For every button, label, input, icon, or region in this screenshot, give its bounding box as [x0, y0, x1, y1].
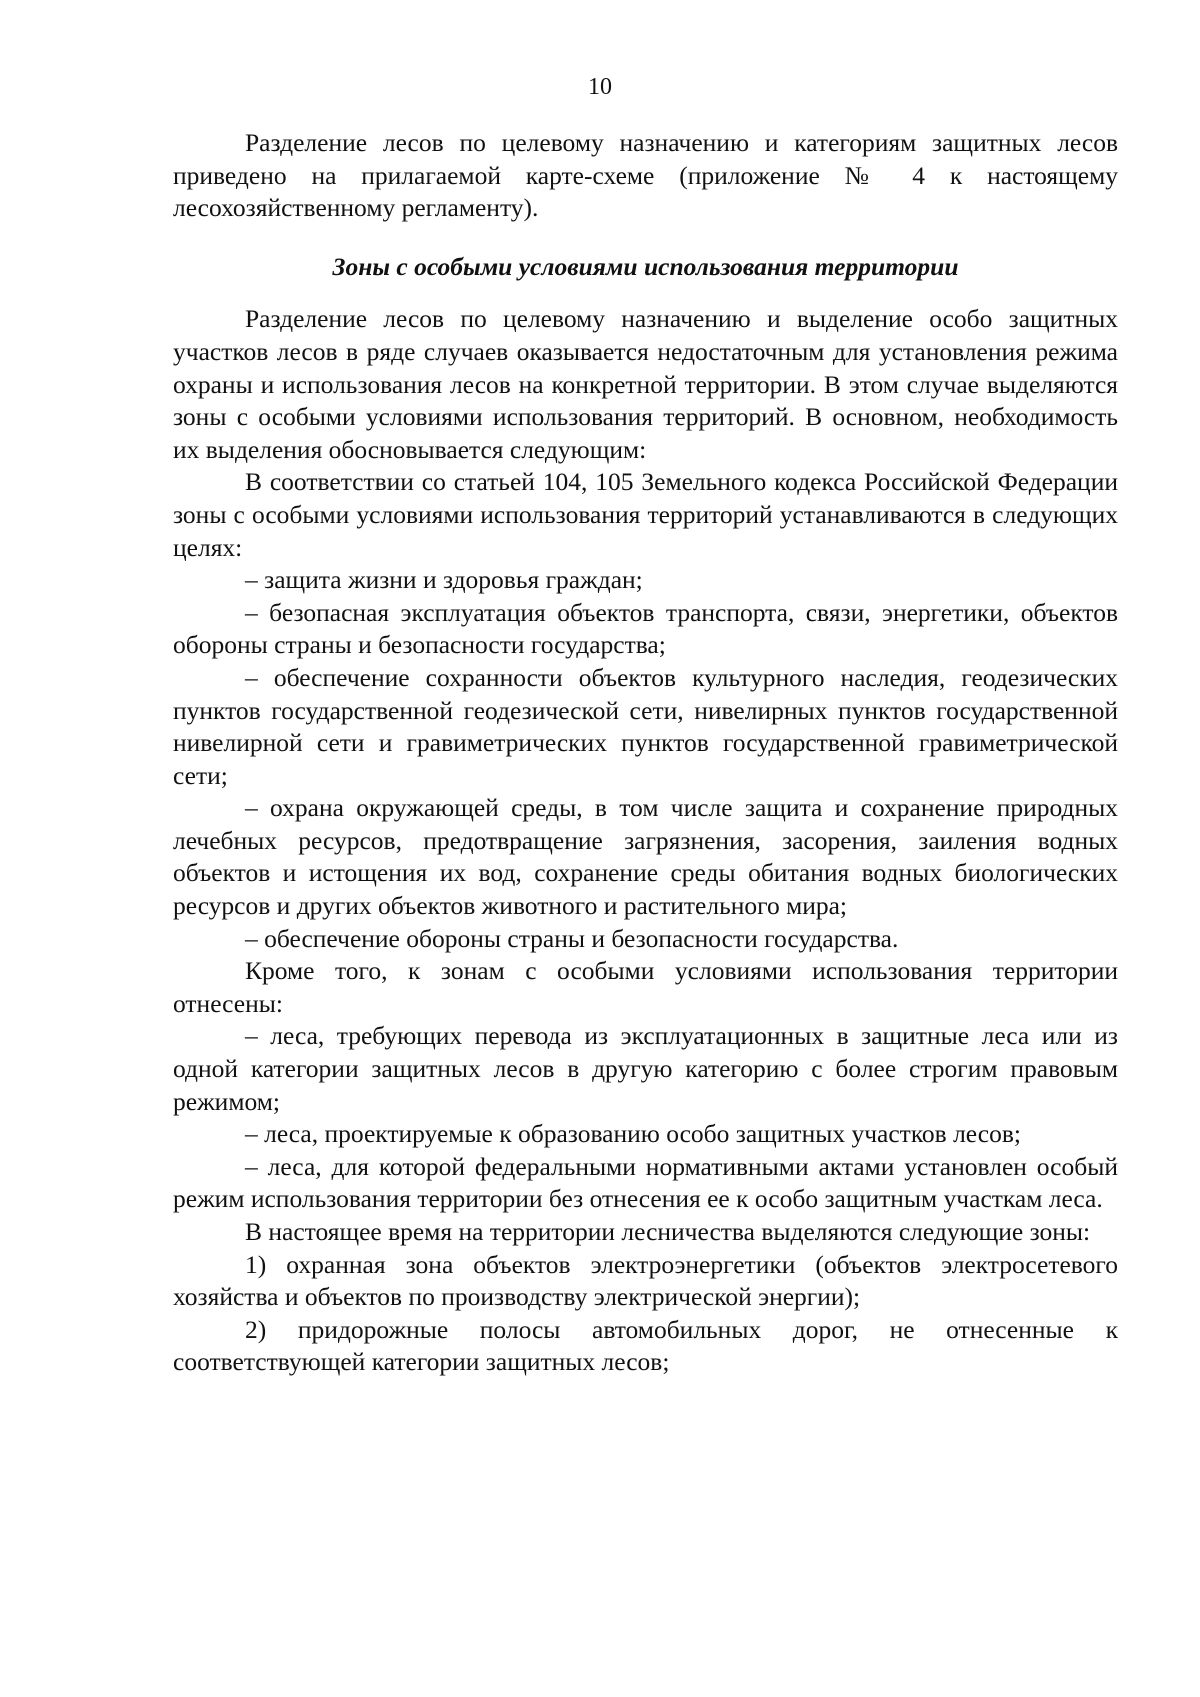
list-item-goal-life: – защита жизни и здоровья граждан;	[245, 565, 643, 595]
paragraph-rationale: Разделение лесов по целевому назначению и выделение особо защитных участков лесов в ряде случаев оказывается недостаточным для установления режима охраны и использования лесов на конкретной территории. В этом случае выделяются зоны с особыми условиями использования территорий. В основном, необходимость их выделения обосновывается следующим:	[173, 304, 1118, 464]
list-item-zone-2: 2) придорожные полосы автомобильных дорог, не отнесенные к соответствующей категории защитных лесов;	[173, 1314, 1118, 1377]
list-item-zone-special-regime: – леса, для которой федеральными нормативными актами установлен особый режим использования территории без отнесения ее к особо защитным участкам леса.	[173, 1151, 1118, 1214]
section-heading: Зоны с особыми условиями использования территории	[332, 251, 959, 281]
document-body	[173, 127, 1118, 1379]
list-item-zone-projected: – леса, проектируемые к образованию особо защитных участков лесов;	[245, 1119, 1021, 1149]
list-item-goal-environment: – охрана окружающей среды, в том числе защита и сохранение природных лечебных ресурсов, предотвращение загрязнения, засорения, заиления водных объектов и истощения их вод, сохранение среды обитания водных биологических ресурсов и других объектов животного и растительного мира;	[173, 793, 1118, 921]
list-item-goal-safe-operation: – безопасная эксплуатация объектов транспорта, связи, энергетики, объектов обороны страны и безопасности государства;	[173, 597, 1118, 660]
list-item-zone-transfer: – леса, требующих перевода из эксплуатационных в защитные леса или из одной категории защитных лесов в другую категорию с более строгим правовым режимом;	[173, 1021, 1118, 1116]
list-item-goal-defense: – обеспечение обороны страны и безопасности государства.	[245, 923, 899, 953]
paragraph-additional-zones: Кроме того, к зонам с особыми условиями использования территории отнесены:	[173, 956, 1118, 1018]
paragraph-land-code: В соответствии со статьей 104, 105 Земельного кодекса Российской Федерации зоны с особыми условиями использования территорий устанавливаются в следующих целях:	[173, 467, 1118, 562]
page-number: 10	[588, 74, 612, 100]
list-item-zone-1: 1) охранная зона объектов электроэнергетики (объектов электросетевого хозяйства и объектов по производству электрической энергии);	[173, 1249, 1118, 1312]
list-item-goal-heritage: – обеспечение сохранности объектов культурного наследия, геодезических пунктов государственной геодезической сети, нивелирных пунктов государственной нивелирной сети и гравиметрических пунктов государственной гравиметрической сети;	[173, 662, 1118, 790]
paragraph-current-zones: В настоящее время на территории лесничества выделяются следующие зоны:	[245, 1217, 1091, 1246]
intro-paragraph: Разделение лесов по целевому назначению и категориям защитных лесов приведено на прилагаемой карте-схеме (приложение № 4 к настоящему лесохозяйственному регламенту).	[173, 128, 1118, 223]
